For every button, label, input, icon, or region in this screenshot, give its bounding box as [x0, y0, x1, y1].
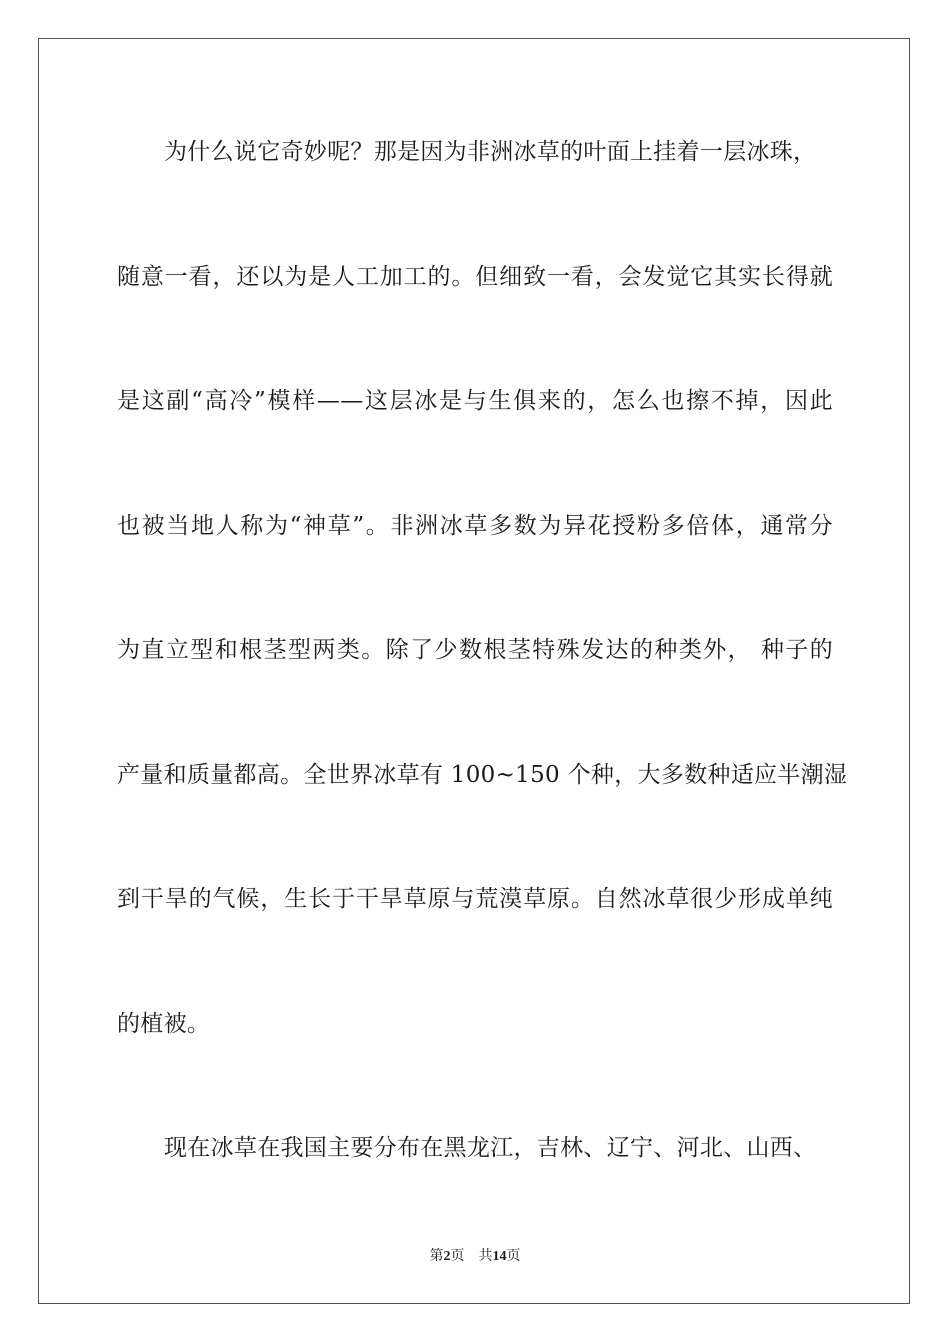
paragraph-1-line-1: 为什么说它奇妙呢？那是因为非洲冰草的叶面上挂着一层冰珠， [164, 139, 817, 165]
paragraph-1-line-7: 到干旱的气候，生长于干旱草原与荒漠草原。自然冰草很少形成单纯 [117, 886, 833, 912]
footer-page-number: 2 [443, 1249, 451, 1264]
footer-page-suffix: 页 [450, 1248, 465, 1264]
footer-total-prefix: 共 [478, 1248, 493, 1264]
paragraph-1-line-8: 的植被。 [117, 1011, 211, 1037]
paragraph-1-line-3: 是这副“高冷”模样——这层冰是与生俱来的，怎么也擦不掉，因此 [117, 388, 833, 414]
footer-total-pages: 14 [492, 1249, 507, 1264]
paragraph-1-line-4: 也被当地人称为“神草”。非洲冰草多数为异花授粉多倍体，通常分 [117, 513, 833, 539]
paragraph-1-line-5: 为直立型和根茎型两类。除了少数根茎特殊发达的种类外， 种子的 [117, 637, 833, 663]
footer-total-suffix: 页 [506, 1248, 521, 1264]
paragraph-2-line-1: 现在冰草在我国主要分布在黑龙江，吉林、辽宁、河北、山西、 [164, 1135, 817, 1161]
footer-page-prefix: 第 [429, 1248, 444, 1264]
page-border [38, 38, 910, 1304]
page-footer [0, 1247, 950, 1266]
paragraph-1-line-2: 随意一看，还以为是人工加工的。但细致一看，会发觉它其实长得就 [117, 264, 833, 290]
paragraph-1-line-6: 产量和质量都高。全世界冰草有 100~150 个种，大多数种适应半潮湿 [117, 762, 848, 788]
